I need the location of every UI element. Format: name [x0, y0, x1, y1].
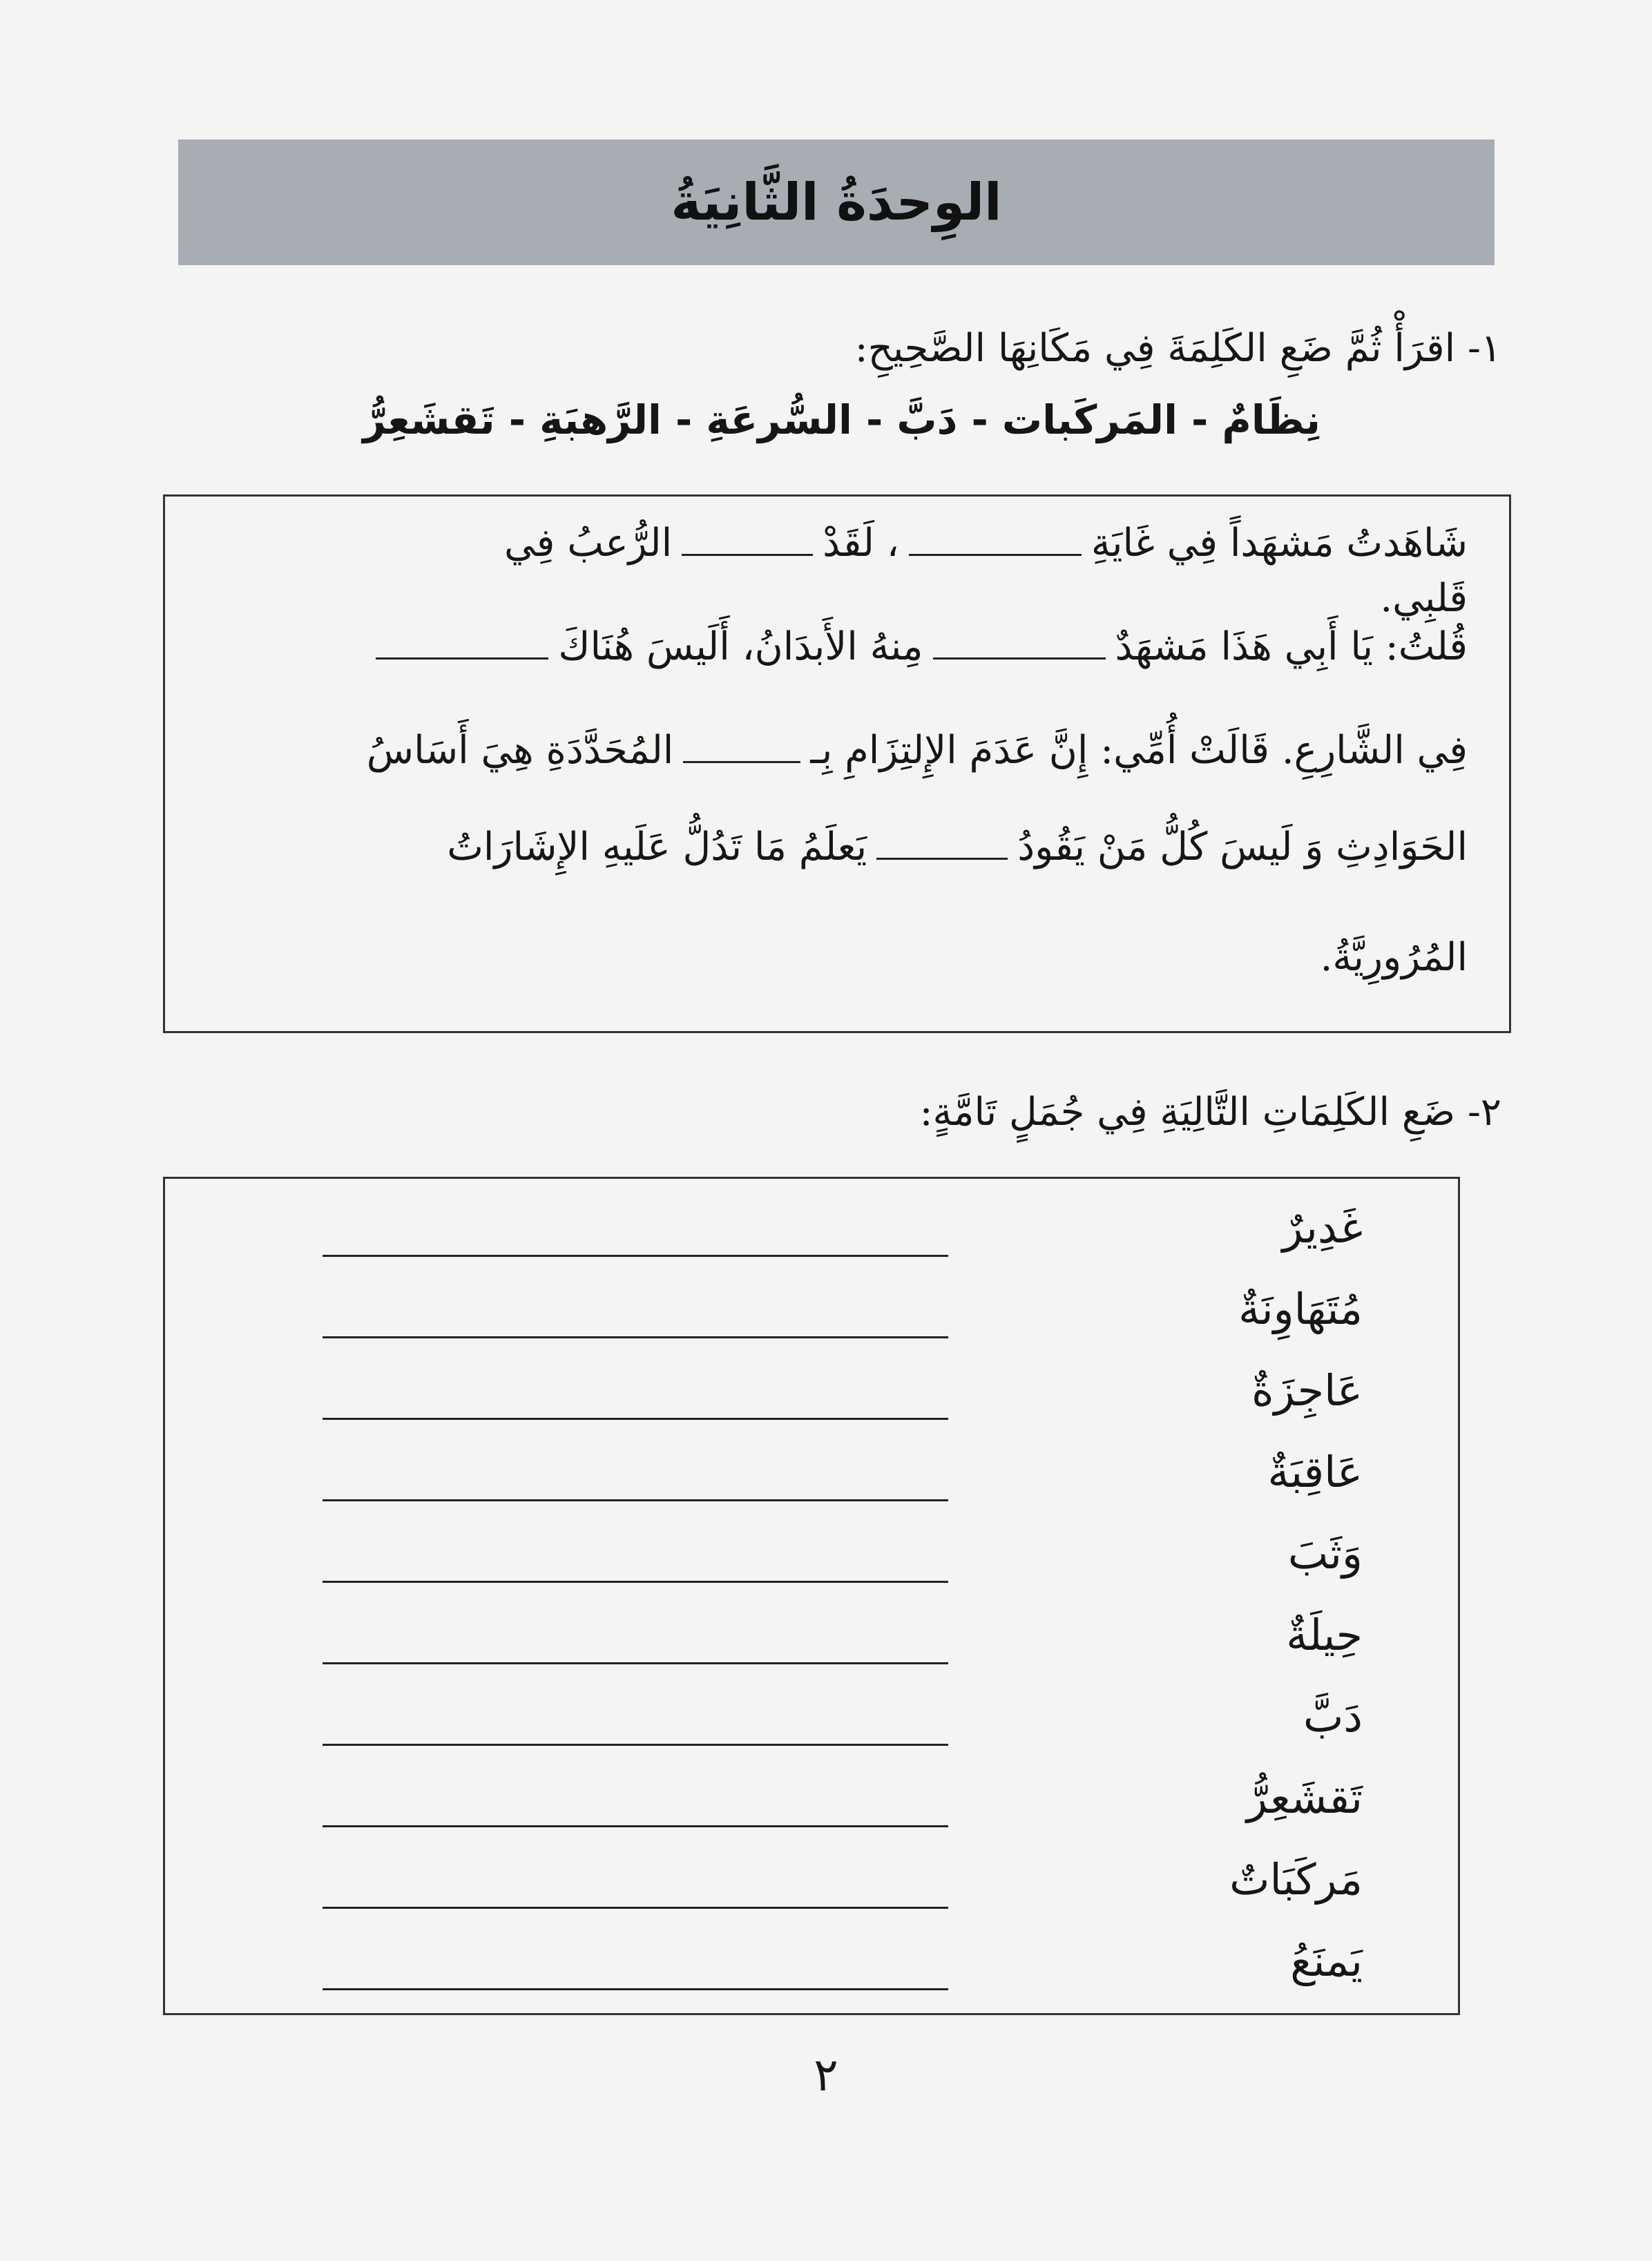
passage-text: ، لَقَدْ [823, 521, 899, 566]
passage-text: مِنهُ الأَبدَانُ، أَلَيسَ هُنَاكَ [558, 624, 923, 669]
passage-line-6 [197, 935, 1468, 980]
passage-box [163, 494, 1511, 1033]
vocab-word: عَاقِبَةٌ [1267, 1447, 1363, 1497]
passage-text: قَلبِي. [1380, 576, 1468, 621]
sentence-row [165, 1439, 1458, 1519]
passage-text: فِي الشَّارِعِ. قَالَتْ أُمِّي: إِنَّ عَدَمَ الإِلتِزَامِ بِـ [810, 728, 1468, 773]
sentence-row [165, 1764, 1458, 1845]
sentence-box [163, 1177, 1460, 2015]
passage-line-2 [197, 576, 1468, 621]
fill-blank[interactable] [909, 553, 1082, 556]
sentence-row [165, 1357, 1458, 1437]
passage-text: المُرُورِيَّةُ. [1320, 935, 1468, 980]
fill-blank[interactable] [683, 760, 800, 763]
sentence-row [165, 1194, 1458, 1274]
fill-blank[interactable] [876, 857, 1008, 860]
sentence-row [165, 1276, 1458, 1356]
answer-line[interactable] [323, 1418, 948, 1420]
passage-line-4 [197, 728, 1468, 773]
vocab-word: دَبَّ [1303, 1691, 1363, 1742]
answer-line[interactable] [323, 1499, 948, 1501]
sentence-row [165, 1683, 1458, 1763]
passage-line-3 [197, 624, 1468, 669]
sentence-row [165, 1601, 1458, 1682]
page-number: ٢ [814, 2048, 838, 2101]
unit-title-band [178, 139, 1495, 265]
word-bank: نِظَامٌ - المَركَبات - دَبَّ - السُّرعَةِ - الرَّهبَةِ - تَقشَعِرُّ [363, 396, 1320, 443]
passage-text: شَاهَدتُ مَشهَداً فِي غَايَةِ [1091, 521, 1468, 566]
sentence-row [165, 1846, 1458, 1926]
answer-line[interactable] [323, 1662, 948, 1664]
passage-text: المُحَدَّدَةِ هِيَ أَسَاسُ [366, 728, 674, 773]
vocab-word: وَثَبَ [1287, 1528, 1363, 1579]
answer-line[interactable] [323, 1255, 948, 1257]
fill-blank[interactable] [682, 553, 813, 556]
passage-text: الرُّعبُ فِي [504, 521, 673, 566]
passage-text: الحَوَادِثِ وَ لَيسَ كُلُّ مَنْ يَقُودُ [1017, 825, 1468, 869]
exercise1-instruction: ١- اقرَأْ ثُمَّ ضَعِ الكَلِمَةَ فِي مَكَانِهَا الصَّحِيحِ: [854, 326, 1501, 371]
answer-line[interactable] [323, 1825, 948, 1827]
vocab-word: حِيلَةٌ [1286, 1610, 1363, 1660]
passage-text: قُلتُ: يَا أَبِي هَذَا مَشهَدٌ [1115, 624, 1468, 669]
answer-line[interactable] [323, 1581, 948, 1583]
vocab-word: عَاجِزَةٌ [1251, 1365, 1363, 1416]
answer-line[interactable] [323, 1744, 948, 1746]
exercise2-instruction: ٢- ضَعِ الكَلِمَاتِ التَّالِيَةِ فِي جُمَلٍ تَامَّةٍ: [919, 1090, 1501, 1135]
vocab-word: مَركَبَاتٌ [1229, 1854, 1363, 1905]
sentence-row [165, 1927, 1458, 2008]
passage-line-1 [197, 521, 1468, 566]
sentence-row [165, 1520, 1458, 1600]
fill-blank[interactable] [933, 657, 1106, 660]
passage-text: يَعلَمُ مَا تَدُلُّ عَلَيهِ الإِشَارَاتُ [447, 825, 867, 869]
vocab-word: تَقشَعِرُّ [1246, 1773, 1363, 1823]
vocab-word: مُتَهَاوِنَةٌ [1238, 1284, 1363, 1334]
passage-line-5 [197, 825, 1468, 869]
answer-line[interactable] [323, 1907, 948, 1909]
vocab-word: غَدِيرٌ [1282, 1202, 1363, 1253]
answer-line[interactable] [323, 1988, 948, 1990]
fill-blank[interactable] [376, 657, 548, 660]
vocab-word: يَمنَعُ [1290, 1936, 1363, 1986]
unit-title: الوِحدَةُ الثَّانِيَةُ [671, 173, 1002, 232]
answer-line[interactable] [323, 1336, 948, 1338]
